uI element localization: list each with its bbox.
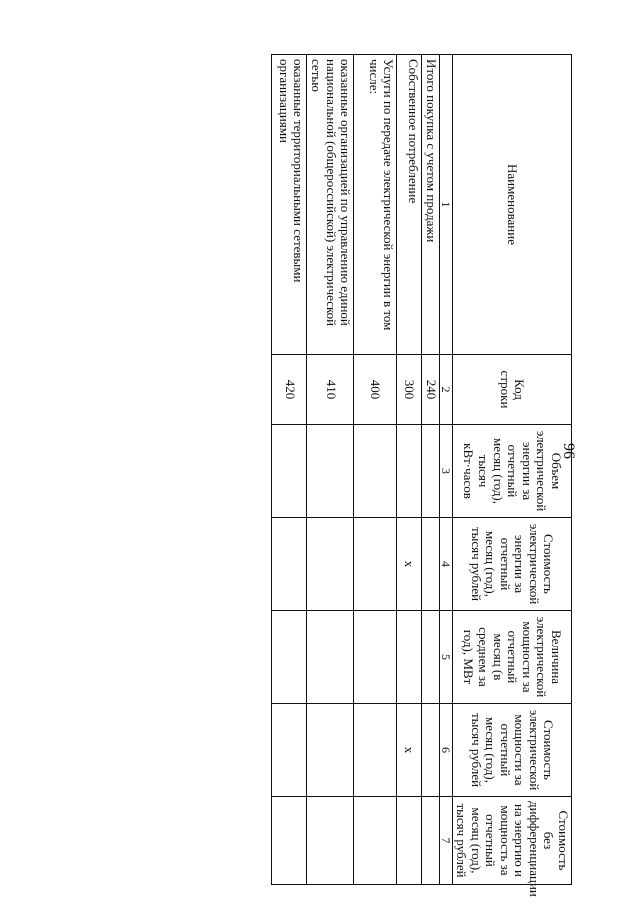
table-row (272, 55, 307, 885)
cell-power-cost: x (397, 704, 422, 797)
column-number: 3 (439, 425, 452, 518)
cell-undifferentiated-cost (272, 797, 307, 885)
cell-energy-cost (272, 518, 307, 611)
table-row (354, 55, 397, 885)
column-number: 1 (439, 55, 452, 355)
header-code: Код строки (452, 355, 571, 425)
cell-undifferentiated-cost (422, 797, 440, 885)
cell-energy-volume (397, 425, 422, 518)
header-power-cost: Стоимость электрической мощности за отчетный месяц (год), тысяч рублей (452, 704, 571, 797)
column-number: 2 (439, 355, 452, 425)
row-name: оказанные территориальными сетевыми организациями (272, 55, 307, 355)
cell-energy-cost (354, 518, 397, 611)
header-row (452, 55, 571, 885)
cell-energy-cost (422, 518, 440, 611)
row-code: 410 (307, 355, 354, 425)
header-power-value: Величина электрической мощности за отчетный месяц (в среднем за год), МВт (452, 611, 571, 704)
column-number: 5 (439, 611, 452, 704)
cell-undifferentiated-cost (354, 797, 397, 885)
cell-power-value (397, 611, 422, 704)
header-name: Наименование (452, 55, 571, 355)
cell-power-cost (307, 704, 354, 797)
cell-power-value (272, 611, 307, 704)
header-undifferentiated-cost: Стоимость без дифференциации на энергию и мощность за отчетный месяц (год), тысяч рублей (452, 797, 571, 885)
table-row (397, 55, 422, 885)
cell-undifferentiated-cost (307, 797, 354, 885)
header-energy-volume: Объем электрической энергии за отчетный месяц (год), тысяч кВт·часов (452, 425, 571, 518)
column-number: 7 (439, 797, 452, 885)
row-code: 420 (272, 355, 307, 425)
rotated-report-table (276, 54, 572, 897)
cell-power-value (422, 611, 440, 704)
cell-power-cost (422, 704, 440, 797)
cell-power-cost (354, 704, 397, 797)
cell-undifferentiated-cost (397, 797, 422, 885)
table-row (422, 55, 440, 885)
row-name: Услуги по передаче электрической энергии в том числе: (354, 55, 397, 355)
cell-energy-volume (272, 425, 307, 518)
row-name: Собственное потребление (397, 55, 422, 355)
cell-power-value (307, 611, 354, 704)
cell-energy-cost: x (397, 518, 422, 611)
row-code: 240 (422, 355, 440, 425)
cell-energy-volume (354, 425, 397, 518)
header-energy-cost: Стоимость электрической энергии за отчетный месяц (год), тысяч рублей (452, 518, 571, 611)
energy-report-table (271, 54, 572, 897)
cell-power-value (354, 611, 397, 704)
row-code: 400 (354, 355, 397, 425)
column-number: 6 (439, 704, 452, 797)
cell-energy-cost (307, 518, 354, 611)
cell-power-cost (272, 704, 307, 797)
page-number: 96 (560, 443, 577, 459)
cell-energy-volume (307, 425, 354, 518)
row-code: 300 (397, 355, 422, 425)
cell-energy-volume (422, 425, 440, 518)
row-name: оказанные организацией по управлению единой национальной (общероссийской) электрической сетью (307, 55, 354, 355)
column-number-row (439, 55, 452, 885)
table-row (307, 55, 354, 885)
column-number: 4 (439, 518, 452, 611)
row-name: Итого покупка с учетом продажи (422, 55, 440, 355)
